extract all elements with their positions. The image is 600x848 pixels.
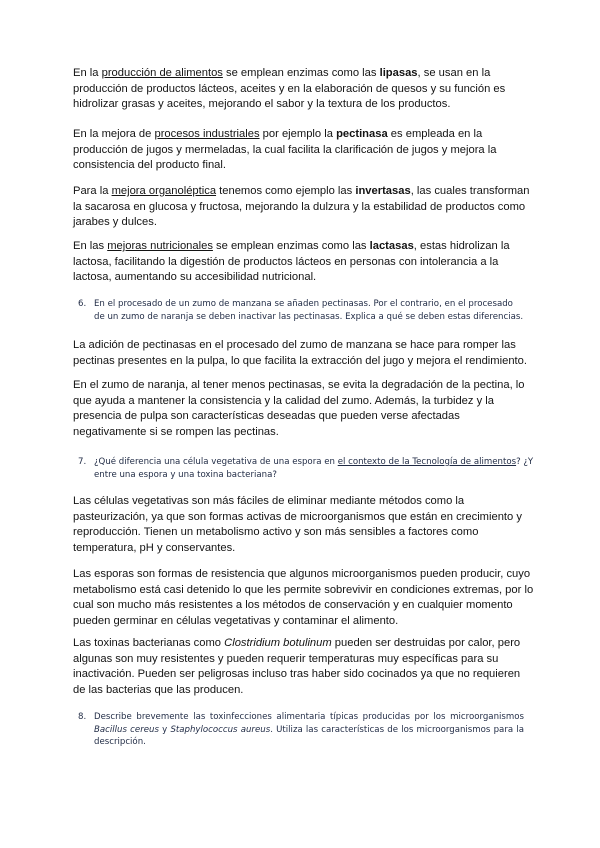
answer-6-paragraph-1: La adición de pectinasas en el procesado del zumo de manzana se hace para romper las pectinas presentes en la pulpa, lo que facilita la extracción del jugo y mejora el rendimiento.	[73, 339, 527, 367]
underlined-term: mejora organoléptica	[111, 185, 217, 197]
underlined-term: mejoras nutricionales	[107, 240, 213, 252]
text-run: , estas hidrolizan la lactosa, facilitando la digestión de productos lácteos en personas con intolerancia a la lactosa, aumentando su accesibilidad nutricional.	[73, 240, 510, 284]
answer-7-paragraph-2: Las esporas son formas de resistencia que algunos microorganismos pueden producir, cuyo metabolismo está casi detenido lo que les permite sobrevivir en condiciones extremas, por lo cual son mucho más resistentes a los métodos de conservación y en cualquier momento pueden germinar en células vegetativas y contaminar el alimento.	[73, 568, 534, 627]
question-text	[94, 456, 538, 481]
question-text: En el procesado de un zumo de manzana se añaden pectinasas. Por el contrario, en el procesado de un zumo de naranja se deben inactivar las pectinasas. Explica a qué se deben estas diferencias.	[94, 299, 524, 322]
text-run: , se usan en la producción de productos lácteos, aceites y en la elaboración de quesos y su función es hidrolizar grasas y aceites, mejorando el sabor y la textura de los productos.	[73, 67, 506, 111]
answer-6-paragraph-2: En el zumo de naranja, al tener menos pectinasas, se evita la degradación de la pectina, lo que ayuda a mantener la consistencia y la calidad del zumo. Además, la turbidez y la presencia de pulpa son características deseadas que pueden verse afectadas negativamente si se rompen las pectinas.	[73, 379, 525, 438]
bold-term: pectinasa	[336, 128, 388, 140]
text-run: Las toxinas bacterianas como	[73, 637, 225, 649]
paragraph-food-production	[73, 66, 535, 113]
answer-7-paragraph-1: Las células vegetativas son más fáciles de eliminar mediante métodos como la pasteurización, ya que son formas activas de microorganismos que están en crecimiento y reproducción. Tienen un metabolismo activo y son más sensibles a factores como temperatura, pH y conservantes.	[73, 495, 522, 554]
underlined-term: producción de alimentos	[101, 67, 223, 79]
text-run: y	[158, 724, 171, 735]
text-run: En las	[73, 240, 108, 252]
question-number: 8.	[78, 712, 87, 722]
paragraph-nutritional	[73, 239, 535, 286]
question-number: 6.	[78, 299, 87, 309]
text-run: ¿Qué diferencia una célula vegetativa de una espora en	[94, 457, 338, 467]
text-run: En la	[73, 67, 102, 79]
text-run: Para la	[73, 185, 112, 197]
text-run: . Utiliza las características de los microorganismos para la descripción.	[94, 724, 524, 748]
text-run: tenemos como ejemplo las	[216, 185, 356, 197]
text-run: pueden ser destruidas por calor, pero algunas son muy resistentes y pueden requerir temperaturas muy específicas para su inactivación. Pueden ser peligrosas incluso tras haber sido cocinados ya que no requieren de las bacterias que las producen.	[73, 637, 521, 696]
underlined-term: procesos industriales	[154, 128, 260, 140]
italic-species-name: Staphylococcus aureus	[170, 724, 271, 735]
question-6	[78, 298, 538, 324]
question-8	[78, 711, 538, 751]
bold-term: lipasas	[379, 67, 418, 79]
question-7	[78, 456, 548, 482]
question-number: 7.	[78, 457, 87, 467]
paragraph-industrial-processes	[73, 127, 535, 174]
bold-term: lactasas	[369, 240, 414, 252]
text-run: se emplean enzimas como las	[222, 67, 380, 79]
answer-7-paragraph-3	[73, 636, 535, 698]
question-text	[94, 711, 524, 749]
text-run: , las cuales transforman la sacarosa en glucosa y fructosa, mejorando la dulzura y la estabilidad de productos como jarabes y dulces.	[73, 185, 530, 229]
bold-term: invertasas	[355, 185, 411, 197]
italic-species-name: Bacillus cereus	[94, 724, 159, 735]
text-run: se emplean enzimas como las	[212, 240, 370, 252]
text-run: En la mejora de	[73, 128, 155, 140]
text-run: ? ¿Y entre una espora y una toxina bacteriana?	[94, 457, 534, 480]
text-run: Describe brevemente las toxinfecciones alimentaria típicas producidas por los microorganismos	[94, 712, 524, 722]
underlined-term: el contexto de la Tecnología de alimentos	[337, 457, 517, 467]
italic-species-name: Clostridium botulinum	[224, 637, 332, 649]
text-run: por ejemplo la	[259, 128, 337, 140]
text-run: es empleada en la producción de jugos y mermeladas, la cual facilita la clarificación de jugos y mejora la consistencia del producto final.	[73, 128, 497, 172]
paragraph-organoleptic	[73, 184, 535, 231]
